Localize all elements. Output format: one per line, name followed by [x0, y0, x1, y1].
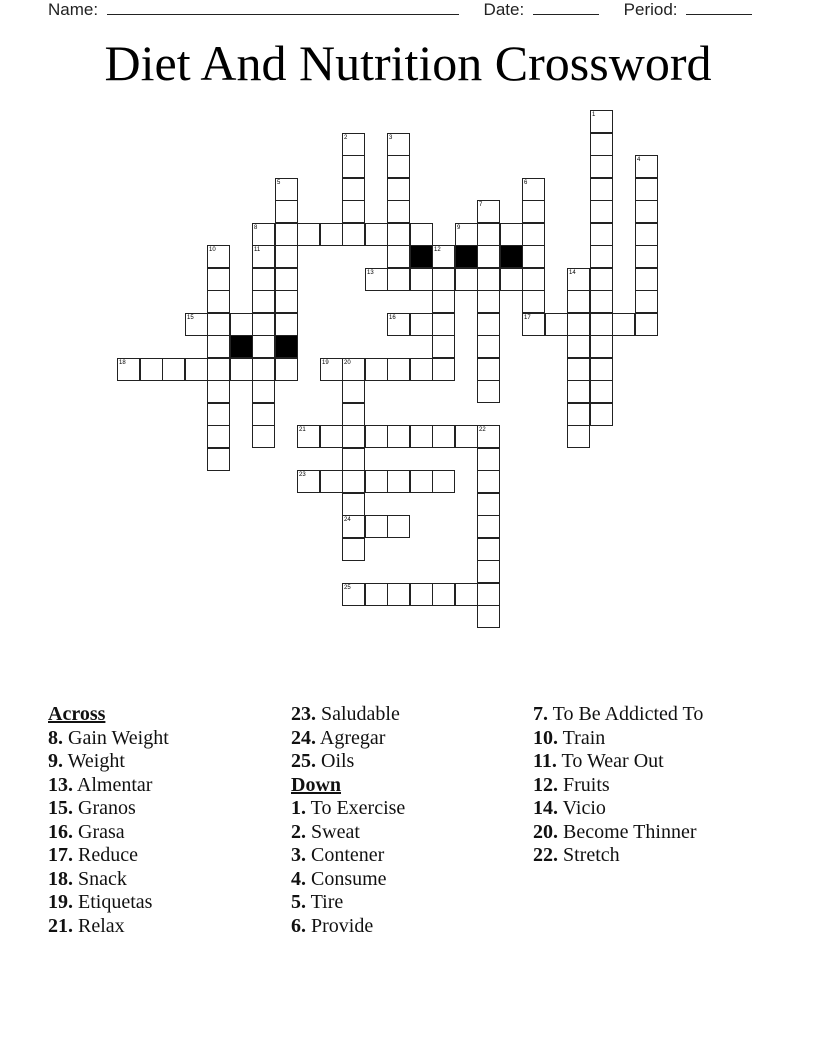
- crossword-cell[interactable]: [342, 200, 365, 223]
- crossword-cell[interactable]: [230, 358, 253, 381]
- clue-item: [533, 821, 703, 845]
- crossword-cell[interactable]: [590, 403, 613, 426]
- crossword-cell[interactable]: [320, 358, 343, 381]
- crossword-cell[interactable]: [635, 200, 658, 223]
- crossword-cell[interactable]: [140, 358, 163, 381]
- clue-item-number: 25.: [291, 750, 316, 772]
- crossword-cell[interactable]: [207, 358, 230, 381]
- crossword-cell[interactable]: [477, 313, 500, 336]
- crossword-cell[interactable]: [455, 223, 478, 246]
- crossword-cell[interactable]: [635, 313, 658, 336]
- clue-item: [48, 750, 169, 774]
- clue-item-text: Vicio: [558, 797, 606, 819]
- clue-number: 2: [344, 135, 348, 141]
- crossword-cell[interactable]: [342, 583, 365, 606]
- crossword-cell[interactable]: [207, 290, 230, 313]
- crossword-cell[interactable]: [275, 223, 298, 246]
- crossword-cell[interactable]: [477, 200, 500, 223]
- clue-item: [291, 750, 405, 774]
- crossword-cell[interactable]: [342, 178, 365, 201]
- clue-item-text: Almentar: [73, 773, 153, 796]
- crossword-cell[interactable]: [387, 425, 410, 448]
- crossword-cell[interactable]: [410, 425, 433, 448]
- clue-item: [48, 727, 169, 751]
- clue-number: 23: [299, 472, 306, 478]
- clue-number: 22: [479, 427, 486, 433]
- clue-item-text: To Wear Out: [556, 750, 664, 772]
- crossword-cell[interactable]: [207, 425, 230, 448]
- crossword-cell[interactable]: [590, 268, 613, 291]
- crossword-cell[interactable]: [185, 358, 208, 381]
- crossword-cell[interactable]: [477, 493, 500, 516]
- clue-item: [533, 797, 703, 821]
- clue-item: [291, 891, 405, 915]
- crossword-cell[interactable]: [567, 335, 590, 358]
- crossword-cell[interactable]: [432, 268, 455, 291]
- crossword-cell[interactable]: [342, 515, 365, 538]
- clue-item-text: Provide: [306, 914, 374, 937]
- crossword-cell[interactable]: [387, 583, 410, 606]
- clue-item-text: Oils: [316, 750, 355, 772]
- clue-item: [533, 774, 703, 798]
- clue-item-number: 6.: [291, 914, 306, 937]
- clue-item: [48, 774, 169, 798]
- clue-item: [48, 891, 169, 915]
- crossword-cell[interactable]: [275, 313, 298, 336]
- crossword-cell[interactable]: [567, 313, 590, 336]
- crossword-cell[interactable]: [590, 133, 613, 156]
- crossword-cell[interactable]: [387, 358, 410, 381]
- clue-item-number: 21.: [48, 914, 73, 937]
- clue-number: 6: [524, 180, 528, 186]
- crossword-cell[interactable]: [590, 358, 613, 381]
- crossword-cell[interactable]: [477, 583, 500, 606]
- clue-number: 11: [254, 247, 261, 253]
- clue-item: [48, 821, 169, 845]
- crossword-cell[interactable]: [410, 583, 433, 606]
- crossword-cell[interactable]: [567, 268, 590, 291]
- crossword-cell[interactable]: [342, 380, 365, 403]
- clue-item: [48, 844, 169, 868]
- crossword-cell[interactable]: [342, 358, 365, 381]
- crossword-cell[interactable]: [342, 538, 365, 561]
- clue-item-text: Sweat: [306, 820, 360, 843]
- clue-item: [533, 750, 703, 774]
- crossword-cell[interactable]: [252, 380, 275, 403]
- clue-number: 24: [344, 517, 351, 523]
- clue-number: 16: [389, 315, 396, 321]
- crossword-cell[interactable]: [320, 470, 343, 493]
- crossword-cell[interactable]: [612, 313, 635, 336]
- crossword-cell[interactable]: [207, 268, 230, 291]
- clue-item-text: Train: [558, 726, 606, 749]
- clues-column-3: [533, 703, 703, 868]
- crossword-cell[interactable]: [207, 380, 230, 403]
- crossword-cell[interactable]: [297, 425, 320, 448]
- crossword-cell[interactable]: [365, 515, 388, 538]
- clue-item-number: 8.: [48, 726, 63, 749]
- crossword-cell[interactable]: [635, 245, 658, 268]
- crossword-cell[interactable]: [590, 155, 613, 178]
- crossword-cell[interactable]: [522, 178, 545, 201]
- crossword-cell[interactable]: [387, 515, 410, 538]
- clue-item-number: 16.: [48, 820, 73, 843]
- clue-item-text: Contener: [306, 844, 385, 866]
- crossword-cell[interactable]: [275, 268, 298, 291]
- clue-number: 13: [367, 270, 374, 276]
- clue-item-number: 14.: [533, 797, 558, 819]
- clue-item: [48, 797, 169, 821]
- crossword-cell[interactable]: [275, 200, 298, 223]
- crossword-cell[interactable]: [590, 245, 613, 268]
- crossword-cell[interactable]: [477, 335, 500, 358]
- crossword-cell[interactable]: [252, 403, 275, 426]
- crossword-cell[interactable]: [522, 200, 545, 223]
- clue-item-text: Relax: [73, 914, 125, 937]
- crossword-cell[interactable]: [410, 268, 433, 291]
- crossword-cell[interactable]: [320, 223, 343, 246]
- clue-item-text: Saludable: [316, 703, 400, 725]
- clue-item-number: 23.: [291, 703, 316, 725]
- crossword-cell[interactable]: [500, 223, 523, 246]
- name-label: Name:: [48, 0, 99, 19]
- clue-number: 20: [344, 360, 351, 366]
- crossword-cell[interactable]: [365, 223, 388, 246]
- crossword-cell[interactable]: [410, 358, 433, 381]
- crossword-cell[interactable]: [635, 223, 658, 246]
- clues-column-2: [291, 703, 405, 938]
- clue-item-number: 5.: [291, 891, 306, 913]
- crossword-cell[interactable]: [590, 335, 613, 358]
- crossword-cell[interactable]: [477, 358, 500, 381]
- clue-item: [291, 821, 405, 845]
- clue-number: 12: [434, 247, 441, 253]
- clue-number: 18: [119, 360, 126, 366]
- clue-item-text: Become Thinner: [558, 820, 697, 843]
- crossword-cell[interactable]: [252, 313, 275, 336]
- clue-number: 3: [389, 135, 393, 141]
- crossword-cell[interactable]: [432, 245, 455, 268]
- crossword-cell[interactable]: [635, 290, 658, 313]
- crossword-cell[interactable]: [635, 155, 658, 178]
- crossword-cell[interactable]: [522, 290, 545, 313]
- crossword-cell[interactable]: [477, 538, 500, 561]
- clue-number: 17: [524, 315, 531, 321]
- clue-item-number: 24.: [291, 726, 316, 749]
- crossword-cell[interactable]: [590, 380, 613, 403]
- crossword-cell[interactable]: [387, 178, 410, 201]
- crossword-cell[interactable]: [590, 200, 613, 223]
- crossword-cell[interactable]: [207, 335, 230, 358]
- crossword-cell[interactable]: [252, 268, 275, 291]
- clue-item-number: 22.: [533, 844, 558, 866]
- crossword-cell[interactable]: [387, 133, 410, 156]
- crossword-cell[interactable]: [207, 448, 230, 471]
- crossword-cell[interactable]: [455, 425, 478, 448]
- clue-item-text: Consume: [306, 867, 387, 890]
- crossword-cell[interactable]: [590, 178, 613, 201]
- crossword-cell[interactable]: [477, 380, 500, 403]
- crossword-cell[interactable]: [252, 223, 275, 246]
- crossword-cell[interactable]: [477, 515, 500, 538]
- crossword-cell[interactable]: [252, 245, 275, 268]
- period-label: Period:: [623, 0, 678, 19]
- clue-item: [48, 868, 169, 892]
- crossword-cell[interactable]: [365, 425, 388, 448]
- crossword-cell[interactable]: [252, 335, 275, 358]
- crossword-cell[interactable]: [365, 470, 388, 493]
- clue-number: 14: [569, 270, 576, 276]
- clue-number: 21: [299, 427, 306, 433]
- clues-column-1: [48, 703, 169, 938]
- crossword-cell[interactable]: [590, 223, 613, 246]
- crossword-cell[interactable]: [342, 448, 365, 471]
- crossword-cell[interactable]: [477, 560, 500, 583]
- crossword-cell[interactable]: [590, 110, 613, 133]
- crossword-cell[interactable]: [342, 493, 365, 516]
- clue-item-number: 18.: [48, 867, 73, 890]
- clue-item-text: Fruits: [558, 773, 610, 796]
- crossword-cell[interactable]: [387, 245, 410, 268]
- crossword-black-cell: [275, 335, 298, 358]
- crossword-cell[interactable]: [477, 448, 500, 471]
- crossword-cell[interactable]: [387, 155, 410, 178]
- crossword-cell[interactable]: [252, 358, 275, 381]
- crossword-cell[interactable]: [207, 313, 230, 336]
- clue-number: 9: [457, 225, 461, 231]
- clue-number: 19: [322, 360, 329, 366]
- clue-item-text: To Be Addicted To: [548, 703, 704, 725]
- crossword-black-cell: [410, 245, 433, 268]
- crossword-cell[interactable]: [297, 223, 320, 246]
- clue-item-number: 7.: [533, 703, 548, 725]
- crossword-cell[interactable]: [567, 380, 590, 403]
- clue-item-number: 11.: [533, 750, 557, 772]
- crossword-cell[interactable]: [500, 268, 523, 291]
- clue-number: 15: [187, 315, 194, 321]
- across-heading: Across: [48, 703, 106, 725]
- crossword-cell[interactable]: [567, 403, 590, 426]
- clue-item-number: 17.: [48, 844, 73, 866]
- clue-item-number: 10.: [533, 726, 558, 749]
- clue-item: [533, 844, 703, 868]
- clue-item: [291, 797, 405, 821]
- crossword-cell[interactable]: [590, 313, 613, 336]
- crossword-black-cell: [230, 335, 253, 358]
- clue-item: [291, 868, 405, 892]
- crossword-cell[interactable]: [387, 223, 410, 246]
- crossword-cell[interactable]: [522, 313, 545, 336]
- clue-number: 5: [277, 180, 281, 186]
- crossword-cell[interactable]: [342, 155, 365, 178]
- crossword-cell[interactable]: [275, 290, 298, 313]
- clue-item-text: Etiquetas: [73, 891, 153, 913]
- crossword-cell[interactable]: [275, 245, 298, 268]
- crossword-cell[interactable]: [522, 268, 545, 291]
- crossword-cell[interactable]: [365, 583, 388, 606]
- crossword-cell[interactable]: [432, 290, 455, 313]
- clue-item: [291, 844, 405, 868]
- crossword-black-cell: [500, 245, 523, 268]
- crossword-cell[interactable]: [410, 223, 433, 246]
- crossword-cell[interactable]: [275, 358, 298, 381]
- crossword-cell[interactable]: [342, 133, 365, 156]
- clue-item-number: 9.: [48, 750, 63, 772]
- crossword-cell[interactable]: [635, 268, 658, 291]
- clue-item-number: 3.: [291, 844, 306, 866]
- crossword-cell[interactable]: [342, 470, 365, 493]
- clue-item: [48, 915, 169, 939]
- clue-item-number: 12.: [533, 773, 558, 796]
- crossword-cell[interactable]: [342, 223, 365, 246]
- clue-number: 25: [344, 585, 351, 591]
- crossword-cell[interactable]: [410, 470, 433, 493]
- crossword-black-cell: [455, 245, 478, 268]
- crossword-cell[interactable]: [387, 313, 410, 336]
- crossword-cell[interactable]: [252, 290, 275, 313]
- crossword-cell[interactable]: [365, 268, 388, 291]
- crossword-cell[interactable]: [477, 470, 500, 493]
- clue-item-text: Snack: [73, 867, 127, 890]
- crossword-cell[interactable]: [477, 268, 500, 291]
- clue-item: [533, 727, 703, 751]
- crossword-cell[interactable]: [432, 425, 455, 448]
- clue-item-number: 15.: [48, 797, 73, 819]
- page-title: Diet And Nutrition Crossword: [104, 35, 712, 91]
- clue-item-text: Grasa: [73, 820, 125, 843]
- clue-number: 4: [637, 157, 641, 163]
- clue-item-number: 1.: [291, 797, 306, 819]
- crossword-cell[interactable]: [320, 425, 343, 448]
- crossword-cell[interactable]: [275, 178, 298, 201]
- crossword-cell[interactable]: [342, 425, 365, 448]
- crossword-cell[interactable]: [252, 425, 275, 448]
- clue-item-number: 2.: [291, 820, 306, 843]
- crossword-cell[interactable]: [477, 425, 500, 448]
- crossword-cell[interactable]: [117, 358, 140, 381]
- crossword-cell[interactable]: [297, 470, 320, 493]
- crossword-cell[interactable]: [432, 470, 455, 493]
- crossword-cell[interactable]: [432, 313, 455, 336]
- date-label: Date:: [483, 0, 525, 19]
- crossword-cell[interactable]: [477, 245, 500, 268]
- crossword-cell[interactable]: [162, 358, 185, 381]
- clue-item-text: Weight: [63, 750, 125, 772]
- crossword-cell[interactable]: [387, 470, 410, 493]
- crossword-cell[interactable]: [567, 358, 590, 381]
- clue-item-text: Tire: [306, 891, 344, 913]
- crossword-cell[interactable]: [455, 268, 478, 291]
- clue-item-text: Agregar: [316, 726, 386, 749]
- crossword-cell[interactable]: [432, 335, 455, 358]
- crossword-cell[interactable]: [365, 358, 388, 381]
- clue-number: 1: [592, 112, 596, 118]
- clue-item-text: Stretch: [558, 844, 620, 866]
- clue-item-text: Gain Weight: [63, 726, 169, 749]
- clue-number: 10: [209, 247, 216, 253]
- clue-item: [533, 703, 703, 727]
- crossword-cell[interactable]: [635, 178, 658, 201]
- down-heading: Down: [291, 773, 342, 796]
- clue-item-text: Reduce: [73, 844, 138, 866]
- clue-item-number: 20.: [533, 820, 558, 843]
- crossword-cell[interactable]: [477, 223, 500, 246]
- crossword-cell[interactable]: [545, 313, 568, 336]
- clue-item: [291, 915, 405, 939]
- clue-number: 8: [254, 225, 258, 231]
- clue-item: [291, 703, 405, 727]
- crossword-cell[interactable]: [567, 425, 590, 448]
- crossword-cell[interactable]: [207, 245, 230, 268]
- crossword-cell[interactable]: [342, 403, 365, 426]
- crossword-cell[interactable]: [432, 358, 455, 381]
- crossword-cell[interactable]: [230, 313, 253, 336]
- clue-item-number: 4.: [291, 867, 306, 890]
- clue-item-number: 13.: [48, 773, 73, 796]
- clue-item-text: Granos: [73, 797, 136, 819]
- crossword-cell[interactable]: [185, 313, 208, 336]
- clue-number: 7: [479, 202, 483, 208]
- crossword-cell[interactable]: [567, 290, 590, 313]
- crossword-cell[interactable]: [455, 583, 478, 606]
- clue-item-text: To Exercise: [306, 797, 406, 819]
- crossword-cell[interactable]: [387, 268, 410, 291]
- crossword-cell[interactable]: [590, 290, 613, 313]
- clue-item-number: 19.: [48, 891, 73, 913]
- crossword-cell[interactable]: [477, 290, 500, 313]
- crossword-cell[interactable]: [387, 200, 410, 223]
- crossword-cell[interactable]: [432, 583, 455, 606]
- crossword-cell[interactable]: [522, 245, 545, 268]
- crossword-cell[interactable]: [477, 605, 500, 628]
- crossword-cell[interactable]: [522, 223, 545, 246]
- clue-item: [291, 727, 405, 751]
- crossword-cell[interactable]: [410, 313, 433, 336]
- crossword-cell[interactable]: [207, 403, 230, 426]
